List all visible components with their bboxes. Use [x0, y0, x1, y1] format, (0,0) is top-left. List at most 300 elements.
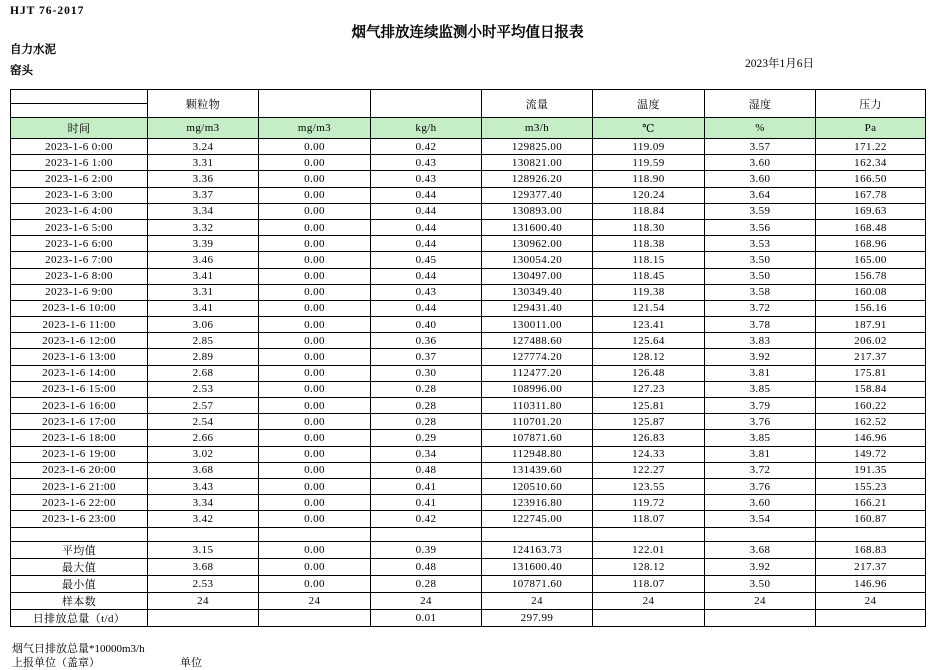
- table-cell: 131600.40: [482, 558, 593, 575]
- table-cell: 3.41: [148, 300, 259, 316]
- table-cell: 3.68: [705, 541, 816, 558]
- table-cell: 108996.00: [482, 381, 593, 397]
- table-cell: 165.00: [816, 252, 926, 268]
- table-cell: 112477.20: [482, 365, 593, 381]
- table-cell: 2023-1-6 22:00: [11, 495, 148, 511]
- table-cell: 3.50: [705, 268, 816, 284]
- table-cell: 0.00: [259, 187, 371, 203]
- table-cell: 0.43: [371, 155, 482, 171]
- table-cell: 3.60: [705, 171, 816, 187]
- table-cell: 125.87: [593, 414, 705, 430]
- flow-total-note: 烟气日排放总量*10000m3/h: [12, 643, 145, 655]
- table-cell: 0.00: [259, 462, 371, 478]
- table-cell: 127.23: [593, 381, 705, 397]
- table-row: [11, 349, 926, 365]
- report-date: 2023年1月6日: [745, 58, 814, 70]
- table-cell: 0.00: [259, 219, 371, 235]
- table-cell: 160.08: [816, 284, 926, 300]
- table-row: [11, 398, 926, 414]
- table-cell: 3.32: [148, 219, 259, 235]
- table-cell: 160.87: [816, 511, 926, 527]
- table-cell: 120.24: [593, 187, 705, 203]
- header-cell-blank2: [371, 90, 482, 118]
- table-row: [11, 155, 926, 171]
- table-cell: [482, 527, 593, 541]
- table-cell: 3.59: [705, 203, 816, 219]
- table-cell: 2023-1-6 15:00: [11, 381, 148, 397]
- unit-cell-time: 时间: [11, 118, 148, 139]
- table-cell: 107871.60: [482, 575, 593, 592]
- table-cell: 2023-1-6 7:00: [11, 252, 148, 268]
- table-cell: 3.34: [148, 495, 259, 511]
- table-row: [11, 317, 926, 333]
- table-cell: 3.02: [148, 446, 259, 462]
- table-cell: 122.01: [593, 541, 705, 558]
- table-cell: 3.24: [148, 139, 259, 155]
- table-cell: 191.35: [816, 462, 926, 478]
- table-row: [11, 381, 926, 397]
- table-cell: 0.28: [371, 381, 482, 397]
- table-cell: [148, 609, 259, 626]
- table-cell: 130054.20: [482, 252, 593, 268]
- table-cell: 2.85: [148, 333, 259, 349]
- table-cell: 3.15: [148, 541, 259, 558]
- table-cell: 24: [593, 592, 705, 609]
- table-cell: 平均值: [11, 541, 148, 558]
- table-cell: 0.48: [371, 558, 482, 575]
- table-cell: [371, 527, 482, 541]
- table-cell: 0.00: [259, 252, 371, 268]
- table-cell: 0.28: [371, 414, 482, 430]
- table-cell: [705, 527, 816, 541]
- table-cell: 126.83: [593, 430, 705, 446]
- table-cell: 最小值: [11, 575, 148, 592]
- table-cell: 0.28: [371, 575, 482, 592]
- spacer-row: [11, 527, 926, 541]
- table-cell: 0.41: [371, 495, 482, 511]
- table-cell: 0.00: [259, 575, 371, 592]
- company-name: 自力水泥: [10, 44, 56, 56]
- table-cell: [816, 527, 926, 541]
- table-cell: 119.09: [593, 139, 705, 155]
- table-cell: 146.96: [816, 430, 926, 446]
- table-cell: 155.23: [816, 478, 926, 494]
- table-cell: 24: [371, 592, 482, 609]
- table-cell: 3.46: [148, 252, 259, 268]
- table-cell: 24: [148, 592, 259, 609]
- table-cell: 2.68: [148, 365, 259, 381]
- table-row: [11, 495, 926, 511]
- header-cell-flow: 流量: [482, 90, 593, 118]
- summary-row: [11, 609, 926, 626]
- table-cell: 118.15: [593, 252, 705, 268]
- table-cell: 0.40: [371, 317, 482, 333]
- table-cell: 128.12: [593, 349, 705, 365]
- table-row: [11, 333, 926, 349]
- table-cell: 3.43: [148, 478, 259, 494]
- table-cell: 162.52: [816, 414, 926, 430]
- table-row: [11, 511, 926, 527]
- table-cell: 0.00: [259, 558, 371, 575]
- table-cell: 156.16: [816, 300, 926, 316]
- table-cell: 2023-1-6 9:00: [11, 284, 148, 300]
- table-cell: 156.78: [816, 268, 926, 284]
- table-cell: 130821.00: [482, 155, 593, 171]
- table-cell: 131600.40: [482, 219, 593, 235]
- table-cell: 124.33: [593, 446, 705, 462]
- table-cell: 0.00: [259, 317, 371, 333]
- table-cell: 118.84: [593, 203, 705, 219]
- header-cell-pressure: 压力: [816, 90, 926, 118]
- table-cell: 130962.00: [482, 236, 593, 252]
- table-cell: 0.44: [371, 236, 482, 252]
- table-cell: 206.02: [816, 333, 926, 349]
- unit-cell-m3h: m3/h: [482, 118, 593, 139]
- table-row: [11, 203, 926, 219]
- table-cell: 118.07: [593, 575, 705, 592]
- table-cell: 3.41: [148, 268, 259, 284]
- table-cell: 0.00: [259, 139, 371, 155]
- header-cell-temperature: 温度: [593, 90, 705, 118]
- table-row: [11, 219, 926, 235]
- table-row: [11, 187, 926, 203]
- table-cell: 2.57: [148, 398, 259, 414]
- table-cell: 0.00: [259, 203, 371, 219]
- table-cell: 3.64: [705, 187, 816, 203]
- page-title: 烟气排放连续监测小时平均值日报表: [351, 25, 584, 41]
- table-cell: 0.44: [371, 300, 482, 316]
- table-cell: 127488.60: [482, 333, 593, 349]
- table-cell: 3.56: [705, 219, 816, 235]
- table-cell: 0.39: [371, 541, 482, 558]
- table-cell: 0.44: [371, 219, 482, 235]
- table-cell: 0.00: [259, 511, 371, 527]
- table-cell: 样本数: [11, 592, 148, 609]
- table-cell: 0.00: [259, 349, 371, 365]
- table-cell: 2.66: [148, 430, 259, 446]
- table-cell: 121.54: [593, 300, 705, 316]
- table-cell: 0.42: [371, 511, 482, 527]
- table-cell: [259, 527, 371, 541]
- table-cell: 119.72: [593, 495, 705, 511]
- table-cell: 2023-1-6 19:00: [11, 446, 148, 462]
- unit-cell-mgm3-2: mg/m3: [259, 118, 371, 139]
- table-cell: 2023-1-6 4:00: [11, 203, 148, 219]
- table-cell: 2023-1-6 16:00: [11, 398, 148, 414]
- table-row: [11, 446, 926, 462]
- table-cell: 0.48: [371, 462, 482, 478]
- table-cell: 130349.40: [482, 284, 593, 300]
- table-cell: 0.44: [371, 187, 482, 203]
- table-cell: 0.00: [259, 155, 371, 171]
- table-cell: 129431.40: [482, 300, 593, 316]
- table-row: [11, 478, 926, 494]
- table-cell: 2023-1-6 18:00: [11, 430, 148, 446]
- table-cell: 3.31: [148, 155, 259, 171]
- table-cell: 118.07: [593, 511, 705, 527]
- summary-row: [11, 558, 926, 575]
- table-cell: 3.57: [705, 139, 816, 155]
- table-cell: 0.34: [371, 446, 482, 462]
- table-cell: 0.00: [259, 398, 371, 414]
- table-row: [11, 414, 926, 430]
- table-cell: 3.06: [148, 317, 259, 333]
- table-cell: 120510.60: [482, 478, 593, 494]
- table-row: [11, 284, 926, 300]
- unit-cell-pa: Pa: [816, 118, 926, 139]
- table-cell: 3.76: [705, 414, 816, 430]
- table-cell: 110311.80: [482, 398, 593, 414]
- table-cell: 0.00: [259, 414, 371, 430]
- table-cell: 0.37: [371, 349, 482, 365]
- table-row: [11, 300, 926, 316]
- table-cell: 129825.00: [482, 139, 593, 155]
- table-cell: 0.43: [371, 284, 482, 300]
- table-cell: 112948.80: [482, 446, 593, 462]
- table-row: [11, 268, 926, 284]
- report-table: [10, 89, 926, 627]
- table-cell: 3.81: [705, 365, 816, 381]
- header-cell-humidity: 湿度: [705, 90, 816, 118]
- table-row: [11, 171, 926, 187]
- table-cell: 2023-1-6 6:00: [11, 236, 148, 252]
- table-cell: 2023-1-6 3:00: [11, 187, 148, 203]
- table-cell: 2.53: [148, 575, 259, 592]
- table-cell: [705, 609, 816, 626]
- table-cell: 169.63: [816, 203, 926, 219]
- table-cell: 2023-1-6 10:00: [11, 300, 148, 316]
- table-cell: 3.50: [705, 575, 816, 592]
- table-cell: 0.29: [371, 430, 482, 446]
- table-cell: 2023-1-6 20:00: [11, 462, 148, 478]
- table-cell: [593, 609, 705, 626]
- table-cell: 3.92: [705, 349, 816, 365]
- table-row: [11, 430, 926, 446]
- table-cell: 0.45: [371, 252, 482, 268]
- report-table-body: [11, 139, 926, 627]
- table-cell: 3.68: [148, 462, 259, 478]
- table-cell: [148, 527, 259, 541]
- table-cell: 0.00: [259, 446, 371, 462]
- table-cell: 122745.00: [482, 511, 593, 527]
- table-cell: 日排放总量（t/d）: [11, 609, 148, 626]
- table-cell: 24: [816, 592, 926, 609]
- table-cell: 149.72: [816, 446, 926, 462]
- table-cell: 0.30: [371, 365, 482, 381]
- header-cell-blank1: [259, 90, 371, 118]
- table-cell: 3.78: [705, 317, 816, 333]
- table-cell: 0.42: [371, 139, 482, 155]
- table-cell: 0.41: [371, 478, 482, 494]
- unit-cell-mgm3-1: mg/m3: [148, 118, 259, 139]
- table-cell: 0.00: [259, 381, 371, 397]
- table-cell: 3.36: [148, 171, 259, 187]
- table-row: [11, 252, 926, 268]
- table-cell: 2023-1-6 2:00: [11, 171, 148, 187]
- table-cell: 3.85: [705, 381, 816, 397]
- table-cell: 2023-1-6 14:00: [11, 365, 148, 381]
- table-cell: 0.36: [371, 333, 482, 349]
- table-row: [11, 462, 926, 478]
- table-cell: 2023-1-6 1:00: [11, 155, 148, 171]
- group-header-row: [11, 90, 926, 104]
- table-cell: 0.00: [259, 541, 371, 558]
- table-cell: 127774.20: [482, 349, 593, 365]
- table-cell: 3.34: [148, 203, 259, 219]
- table-cell: 130893.00: [482, 203, 593, 219]
- table-cell: 2023-1-6 12:00: [11, 333, 148, 349]
- table-cell: 2023-1-6 13:00: [11, 349, 148, 365]
- table-cell: 0.00: [259, 478, 371, 494]
- table-cell: 175.81: [816, 365, 926, 381]
- table-cell: 171.22: [816, 139, 926, 155]
- table-cell: 119.59: [593, 155, 705, 171]
- table-cell: 3.72: [705, 462, 816, 478]
- table-cell: 0.00: [259, 284, 371, 300]
- header-cell-time-bottom: [11, 104, 148, 118]
- table-cell: 0.43: [371, 171, 482, 187]
- table-cell: 2023-1-6 5:00: [11, 219, 148, 235]
- unit-cell-kgh: kg/h: [371, 118, 482, 139]
- table-cell: 0.00: [259, 430, 371, 446]
- table-cell: 129377.40: [482, 187, 593, 203]
- table-cell: 168.48: [816, 219, 926, 235]
- table-cell: 3.85: [705, 430, 816, 446]
- unit-cell-celsius: ℃: [593, 118, 705, 139]
- table-cell: 3.68: [148, 558, 259, 575]
- table-cell: 0.00: [259, 236, 371, 252]
- table-cell: 0.00: [259, 171, 371, 187]
- table-cell: 128.12: [593, 558, 705, 575]
- table-cell: 2023-1-6 11:00: [11, 317, 148, 333]
- table-cell: 3.39: [148, 236, 259, 252]
- table-cell: 107871.60: [482, 430, 593, 446]
- table-cell: 最大值: [11, 558, 148, 575]
- table-cell: 3.60: [705, 155, 816, 171]
- summary-row: [11, 575, 926, 592]
- table-cell: 124163.73: [482, 541, 593, 558]
- station-name: 窑头: [10, 65, 33, 77]
- table-cell: 0.44: [371, 268, 482, 284]
- table-cell: 122.27: [593, 462, 705, 478]
- table-cell: 3.72: [705, 300, 816, 316]
- table-cell: 3.54: [705, 511, 816, 527]
- table-cell: 2023-1-6 21:00: [11, 478, 148, 494]
- table-cell: 3.83: [705, 333, 816, 349]
- table-cell: 166.50: [816, 171, 926, 187]
- table-cell: 3.58: [705, 284, 816, 300]
- table-cell: 125.64: [593, 333, 705, 349]
- table-cell: 2.54: [148, 414, 259, 430]
- table-row: [11, 139, 926, 155]
- table-cell: 3.50: [705, 252, 816, 268]
- table-cell: 3.79: [705, 398, 816, 414]
- table-cell: 0.44: [371, 203, 482, 219]
- unit-cell-percent: %: [705, 118, 816, 139]
- table-row: [11, 365, 926, 381]
- table-cell: 123.41: [593, 317, 705, 333]
- table-cell: 167.78: [816, 187, 926, 203]
- table-cell: 187.91: [816, 317, 926, 333]
- table-cell: 130497.00: [482, 268, 593, 284]
- table-cell: 217.37: [816, 349, 926, 365]
- table-cell: 2023-1-6 0:00: [11, 139, 148, 155]
- report-table-head: [11, 90, 926, 139]
- table-cell: 119.38: [593, 284, 705, 300]
- table-cell: 3.37: [148, 187, 259, 203]
- table-cell: 131439.60: [482, 462, 593, 478]
- doc-code: HJT 76-2017: [10, 5, 85, 17]
- table-cell: [593, 527, 705, 541]
- table-cell: 3.60: [705, 495, 816, 511]
- table-cell: 125.81: [593, 398, 705, 414]
- table-cell: 118.38: [593, 236, 705, 252]
- table-cell: 123.55: [593, 478, 705, 494]
- table-cell: 118.90: [593, 171, 705, 187]
- table-cell: 2.53: [148, 381, 259, 397]
- table-cell: 158.84: [816, 381, 926, 397]
- summary-row: [11, 592, 926, 609]
- table-cell: 110701.20: [482, 414, 593, 430]
- table-cell: 166.21: [816, 495, 926, 511]
- table-cell: 168.83: [816, 541, 926, 558]
- unit-label: 单位: [180, 657, 202, 669]
- table-cell: 0.00: [259, 300, 371, 316]
- table-cell: 168.96: [816, 236, 926, 252]
- table-cell: 24: [705, 592, 816, 609]
- table-cell: 0.00: [259, 333, 371, 349]
- table-cell: [259, 609, 371, 626]
- table-cell: 118.30: [593, 219, 705, 235]
- table-cell: 130011.00: [482, 317, 593, 333]
- table-cell: 0.28: [371, 398, 482, 414]
- summary-row: [11, 541, 926, 558]
- table-cell: 297.99: [482, 609, 593, 626]
- table-cell: 0.01: [371, 609, 482, 626]
- table-cell: 2.89: [148, 349, 259, 365]
- table-cell: 2023-1-6 17:00: [11, 414, 148, 430]
- table-cell: 2023-1-6 8:00: [11, 268, 148, 284]
- header-cell-time-top: [11, 90, 148, 104]
- table-cell: 118.45: [593, 268, 705, 284]
- table-cell: 0.00: [259, 365, 371, 381]
- header-cell-particulate: 颗粒物: [148, 90, 259, 118]
- unit-header-row: [11, 118, 926, 139]
- table-cell: 146.96: [816, 575, 926, 592]
- table-cell: [11, 527, 148, 541]
- table-cell: 0.00: [259, 268, 371, 284]
- table-cell: 162.34: [816, 155, 926, 171]
- table-cell: 3.53: [705, 236, 816, 252]
- table-cell: 160.22: [816, 398, 926, 414]
- table-cell: 128926.20: [482, 171, 593, 187]
- table-row: [11, 236, 926, 252]
- table-cell: 0.00: [259, 495, 371, 511]
- table-cell: 3.92: [705, 558, 816, 575]
- table-cell: 3.42: [148, 511, 259, 527]
- table-cell: 3.76: [705, 478, 816, 494]
- table-cell: 126.48: [593, 365, 705, 381]
- table-cell: 3.31: [148, 284, 259, 300]
- table-cell: 123916.80: [482, 495, 593, 511]
- report-unit-label: 上报单位（盖章）: [12, 657, 100, 669]
- table-cell: 24: [259, 592, 371, 609]
- table-cell: [816, 609, 926, 626]
- table-cell: 217.37: [816, 558, 926, 575]
- table-cell: 2023-1-6 23:00: [11, 511, 148, 527]
- table-cell: 24: [482, 592, 593, 609]
- table-cell: 3.81: [705, 446, 816, 462]
